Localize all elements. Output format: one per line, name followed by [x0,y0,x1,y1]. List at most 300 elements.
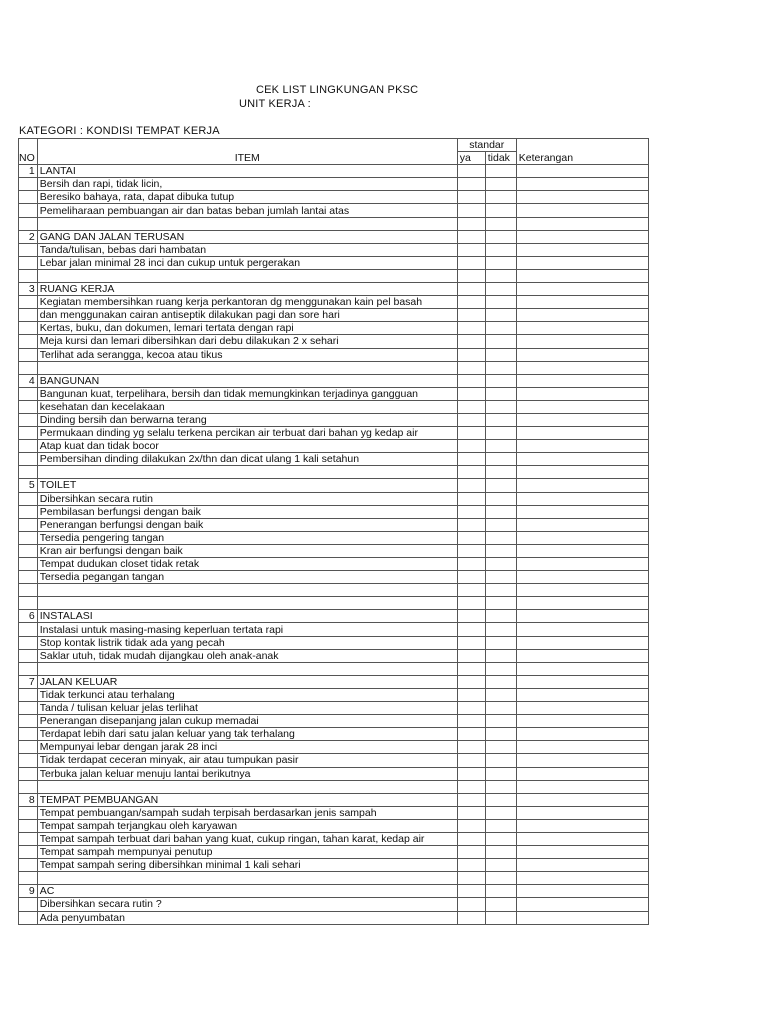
row-tidak-cell[interactable] [485,885,516,898]
row-ya-cell[interactable] [457,335,485,348]
row-ya-cell[interactable] [457,584,485,597]
table-row [19,544,649,557]
table-row [19,793,649,806]
row-ya-cell[interactable] [457,413,485,426]
row-keterangan-cell[interactable] [516,178,648,191]
row-tidak-cell[interactable] [485,623,516,636]
table-row [19,217,649,230]
row-item: Terdapat lebih dari satu jalan keluar yang tak terhalang [37,728,457,741]
row-number [19,636,38,649]
row-keterangan-cell[interactable] [516,335,648,348]
row-keterangan-cell[interactable] [516,872,648,885]
row-keterangan-cell[interactable] [516,518,648,531]
row-item: Instalasi untuk masing-masing keperluan tertata rapi [37,623,457,636]
row-item: Pemeliharaan pembuangan air dan batas beban jumlah lantai atas [37,204,457,217]
row-item: Tidak terkunci atau terhalang [37,688,457,701]
row-tidak-cell[interactable] [485,387,516,400]
row-keterangan-cell[interactable] [516,283,648,296]
table-row [19,479,649,492]
row-item: Lebar jalan minimal 28 inci dan cukup untuk pergerakan [37,256,457,269]
row-ya-cell[interactable] [457,597,485,610]
row-ya-cell[interactable] [457,558,485,571]
header-row-1 [19,139,649,152]
row-item: Pembilasan berfungsi dengan baik [37,505,457,518]
row-ya-cell[interactable] [457,400,485,413]
row-ya-cell[interactable] [457,715,485,728]
row-keterangan-cell[interactable] [516,649,648,662]
row-keterangan-cell[interactable] [516,348,648,361]
row-keterangan-cell[interactable] [516,558,648,571]
row-number [19,492,38,505]
row-keterangan-cell[interactable] [516,413,648,426]
row-ya-cell[interactable] [457,846,485,859]
row-keterangan-cell[interactable] [516,217,648,230]
row-item: Mempunyai lebar dengan jarak 28 inci [37,741,457,754]
table-row [19,767,649,780]
table-row [19,191,649,204]
table-row [19,636,649,649]
row-tidak-cell[interactable] [485,518,516,531]
row-ya-cell[interactable] [457,191,485,204]
table-row [19,741,649,754]
row-tidak-cell[interactable] [485,571,516,584]
row-tidak-cell[interactable] [485,479,516,492]
row-tidak-cell[interactable] [485,702,516,715]
row-keterangan-cell[interactable] [516,859,648,872]
row-ya-cell[interactable] [457,885,485,898]
row-keterangan-cell[interactable] [516,374,648,387]
row-tidak-cell[interactable] [485,243,516,256]
row-keterangan-cell[interactable] [516,767,648,780]
table-row [19,283,649,296]
row-number [19,440,38,453]
table-row [19,558,649,571]
row-keterangan-cell[interactable] [516,387,648,400]
row-keterangan-cell[interactable] [516,191,648,204]
row-item: JALAN KELUAR [37,675,457,688]
table-row [19,610,649,623]
row-keterangan-cell[interactable] [516,885,648,898]
row-tidak-cell[interactable] [485,374,516,387]
row-ya-cell[interactable] [457,466,485,479]
row-number [19,400,38,413]
row-tidak-cell[interactable] [485,269,516,282]
table-row [19,571,649,584]
row-ya-cell[interactable] [457,649,485,662]
row-item: Tempat sampah terjangkau oleh karyawan [37,819,457,832]
row-tidak-cell[interactable] [485,558,516,571]
row-number [19,597,38,610]
row-item: Terbuka jalan keluar menuju lantai berikutnya [37,767,457,780]
row-number [19,427,38,440]
row-number: 3 [19,283,38,296]
row-item: BANGUNAN [37,374,457,387]
row-tidak-cell[interactable] [485,322,516,335]
row-tidak-cell[interactable] [485,767,516,780]
row-ya-cell[interactable] [457,859,485,872]
header-ya: ya [457,152,485,165]
row-item: Bangunan kuat, terpelihara, bersih dan tidak memungkinkan terjadinya gangguan [37,387,457,400]
row-number [19,309,38,322]
header-no: NO [19,152,38,165]
row-ya-cell[interactable] [457,492,485,505]
row-number [19,872,38,885]
row-item: Pembersihan dinding dilakukan 2x/thn dan dicat ulang 1 kali setahun [37,453,457,466]
row-item [37,584,457,597]
row-keterangan-cell[interactable] [516,256,648,269]
row-keterangan-cell[interactable] [516,728,648,741]
row-item: Tempat sampah terbuat dari bahan yang kuat, cukup ringan, tahan karat, kedap air [37,832,457,845]
row-tidak-cell[interactable] [485,728,516,741]
row-item: Stop kontak listrik tidak ada yang pecah [37,636,457,649]
row-keterangan-cell[interactable] [516,662,648,675]
row-tidak-cell[interactable] [485,597,516,610]
row-number [19,335,38,348]
row-ya-cell[interactable] [457,610,485,623]
row-keterangan-cell[interactable] [516,806,648,819]
row-ya-cell[interactable] [457,702,485,715]
row-number [19,387,38,400]
row-tidak-cell[interactable] [485,898,516,911]
row-tidak-cell[interactable] [485,204,516,217]
row-keterangan-cell[interactable] [516,584,648,597]
row-keterangan-cell[interactable] [516,610,648,623]
row-number [19,413,38,426]
table-row [19,256,649,269]
row-ya-cell[interactable] [457,387,485,400]
row-item: Bersih dan rapi, tidak licin, [37,178,457,191]
row-keterangan-cell[interactable] [516,453,648,466]
row-ya-cell[interactable] [457,283,485,296]
row-tidak-cell[interactable] [485,649,516,662]
row-number [19,505,38,518]
row-keterangan-cell[interactable] [516,636,648,649]
row-item: Kran air berfungsi dengan baik [37,544,457,557]
header-row-2 [19,152,649,165]
row-tidak-cell[interactable] [485,675,516,688]
checklist-table [18,138,649,925]
row-keterangan-cell[interactable] [516,688,648,701]
row-tidak-cell[interactable] [485,492,516,505]
row-item: kesehatan dan kecelakaan [37,400,457,413]
row-tidak-cell[interactable] [485,846,516,859]
row-number [19,702,38,715]
row-tidak-cell[interactable] [485,296,516,309]
row-tidak-cell[interactable] [485,662,516,675]
row-tidak-cell[interactable] [485,793,516,806]
row-tidak-cell[interactable] [485,309,516,322]
row-keterangan-cell[interactable] [516,702,648,715]
row-keterangan-cell[interactable] [516,309,648,322]
table-row [19,715,649,728]
row-item: Dibersihkan secara rutin [37,492,457,505]
row-ya-cell[interactable] [457,767,485,780]
row-ya-cell[interactable] [457,243,485,256]
row-keterangan-cell[interactable] [516,427,648,440]
row-ya-cell[interactable] [457,427,485,440]
row-number [19,518,38,531]
row-item: Tidak terdapat ceceran minyak, air atau tumpukan pasir [37,754,457,767]
table-row [19,597,649,610]
row-number [19,361,38,374]
row-number [19,558,38,571]
row-keterangan-cell[interactable] [516,361,648,374]
table-row [19,885,649,898]
row-keterangan-cell[interactable] [516,322,648,335]
row-ya-cell[interactable] [457,806,485,819]
row-item: INSTALASI [37,610,457,623]
table-row [19,623,649,636]
row-keterangan-cell[interactable] [516,296,648,309]
table-row [19,832,649,845]
row-ya-cell[interactable] [457,296,485,309]
row-item: Meja kursi dan lemari dibersihkan dari debu dilakukan 2 x sehari [37,335,457,348]
row-item [37,662,457,675]
row-ya-cell[interactable] [457,165,485,178]
row-keterangan-cell[interactable] [516,505,648,518]
row-ya-cell[interactable] [457,204,485,217]
row-keterangan-cell[interactable] [516,898,648,911]
row-tidak-cell[interactable] [485,872,516,885]
row-tidak-cell[interactable] [485,413,516,426]
row-tidak-cell[interactable] [485,400,516,413]
row-keterangan-cell[interactable] [516,741,648,754]
table-row [19,335,649,348]
row-item: dan menggunakan cairan antiseptik dilakukan pagi dan sore hari [37,309,457,322]
row-ya-cell[interactable] [457,309,485,322]
table-row [19,204,649,217]
table-row [19,806,649,819]
table-row [19,387,649,400]
row-item: Permukaan dinding yg selalu terkena percikan air terbuat dari bahan yg kedap air [37,427,457,440]
row-ya-cell[interactable] [457,571,485,584]
row-ya-cell[interactable] [457,688,485,701]
row-keterangan-cell[interactable] [516,623,648,636]
row-item: Saklar utuh, tidak mudah dijangkau oleh anak-anak [37,649,457,662]
row-keterangan-cell[interactable] [516,793,648,806]
row-item: TOILET [37,479,457,492]
row-number [19,191,38,204]
row-tidak-cell[interactable] [485,531,516,544]
unit-kerja-label: UNIT KERJA : [239,98,311,110]
row-tidak-cell[interactable] [485,688,516,701]
row-ya-cell[interactable] [457,872,485,885]
row-tidak-cell[interactable] [485,217,516,230]
row-number [19,243,38,256]
table-row [19,296,649,309]
row-number: 7 [19,675,38,688]
row-ya-cell[interactable] [457,819,485,832]
row-item: Tersedia pengering tangan [37,531,457,544]
row-item: Beresiko bahaya, rata, dapat dibuka tutup [37,191,457,204]
row-tidak-cell[interactable] [485,715,516,728]
row-tidak-cell[interactable] [485,178,516,191]
row-tidak-cell[interactable] [485,859,516,872]
row-keterangan-cell[interactable] [516,165,648,178]
row-item [37,217,457,230]
row-ya-cell[interactable] [457,662,485,675]
header-item: ITEM [37,152,457,165]
row-ya-cell[interactable] [457,793,485,806]
row-tidak-cell[interactable] [485,584,516,597]
row-ya-cell[interactable] [457,636,485,649]
row-tidak-cell[interactable] [485,819,516,832]
row-keterangan-cell[interactable] [516,571,648,584]
row-ya-cell[interactable] [457,898,485,911]
row-keterangan-cell[interactable] [516,479,648,492]
row-tidak-cell[interactable] [485,427,516,440]
row-number [19,531,38,544]
row-tidak-cell[interactable] [485,754,516,767]
row-keterangan-cell[interactable] [516,780,648,793]
row-ya-cell[interactable] [457,754,485,767]
row-tidak-cell[interactable] [485,440,516,453]
row-number [19,269,38,282]
row-keterangan-cell[interactable] [516,597,648,610]
row-keterangan-cell[interactable] [516,230,648,243]
row-ya-cell[interactable] [457,479,485,492]
row-tidak-cell[interactable] [485,256,516,269]
row-tidak-cell[interactable] [485,911,516,924]
row-ya-cell[interactable] [457,374,485,387]
row-number [19,571,38,584]
row-keterangan-cell[interactable] [516,754,648,767]
row-ya-cell[interactable] [457,269,485,282]
table-row [19,413,649,426]
row-keterangan-cell[interactable] [516,819,648,832]
row-ya-cell[interactable] [457,623,485,636]
kategori-label: KATEGORI : KONDISI TEMPAT KERJA [19,125,220,137]
row-item: AC [37,885,457,898]
table-row [19,859,649,872]
table-row [19,440,649,453]
row-ya-cell[interactable] [457,453,485,466]
row-item: RUANG KERJA [37,283,457,296]
row-number [19,832,38,845]
row-keterangan-cell[interactable] [516,675,648,688]
table-row [19,754,649,767]
table-row [19,728,649,741]
row-ya-cell[interactable] [457,728,485,741]
row-tidak-cell[interactable] [485,165,516,178]
table-row [19,898,649,911]
row-tidak-cell[interactable] [485,505,516,518]
row-ya-cell[interactable] [457,348,485,361]
row-tidak-cell[interactable] [485,741,516,754]
row-tidak-cell[interactable] [485,806,516,819]
row-number [19,911,38,924]
row-number [19,256,38,269]
row-item: Tanda / tulisan keluar jelas terlihat [37,702,457,715]
row-ya-cell[interactable] [457,256,485,269]
table-row [19,348,649,361]
row-ya-cell[interactable] [457,780,485,793]
row-item: Kertas, buku, dan dokumen, lemari tertata dengan rapi [37,322,457,335]
row-tidak-cell[interactable] [485,832,516,845]
row-ya-cell[interactable] [457,832,485,845]
row-keterangan-cell[interactable] [516,269,648,282]
row-keterangan-cell[interactable] [516,204,648,217]
table-row [19,531,649,544]
row-keterangan-cell[interactable] [516,466,648,479]
row-number [19,859,38,872]
row-ya-cell[interactable] [457,178,485,191]
row-ya-cell[interactable] [457,518,485,531]
row-tidak-cell[interactable] [485,453,516,466]
row-item: Tempat pembuangan/sampah sudah terpisah berdasarkan jenis sampah [37,806,457,819]
table-row [19,230,649,243]
row-tidak-cell[interactable] [485,544,516,557]
row-ya-cell[interactable] [457,505,485,518]
row-ya-cell[interactable] [457,230,485,243]
row-tidak-cell[interactable] [485,283,516,296]
row-ya-cell[interactable] [457,911,485,924]
row-item [37,361,457,374]
header-keterangan: Keterangan [516,152,648,165]
row-number: 5 [19,479,38,492]
row-number [19,649,38,662]
row-tidak-cell[interactable] [485,636,516,649]
row-ya-cell[interactable] [457,217,485,230]
row-number [19,780,38,793]
row-tidak-cell[interactable] [485,610,516,623]
row-item: Tersedia pegangan tangan [37,571,457,584]
row-tidak-cell[interactable] [485,466,516,479]
row-ya-cell[interactable] [457,322,485,335]
row-tidak-cell[interactable] [485,348,516,361]
row-keterangan-cell[interactable] [516,531,648,544]
row-tidak-cell[interactable] [485,230,516,243]
table-row [19,361,649,374]
row-item: Kegiatan membersihkan ruang kerja perkantoran dg menggunakan kain pel basah [37,296,457,309]
row-keterangan-cell[interactable] [516,911,648,924]
row-keterangan-cell[interactable] [516,400,648,413]
row-ya-cell[interactable] [457,361,485,374]
header-keterangan-top [516,139,648,152]
row-keterangan-cell[interactable] [516,544,648,557]
table-row [19,243,649,256]
table-row [19,649,649,662]
row-item [37,269,457,282]
row-keterangan-cell[interactable] [516,832,648,845]
row-number [19,806,38,819]
document-title: CEK LIST LINGKUNGAN PKSC [256,84,419,96]
row-ya-cell[interactable] [457,741,485,754]
row-keterangan-cell[interactable] [516,846,648,859]
row-tidak-cell[interactable] [485,191,516,204]
row-item: Dibersihkan secara rutin ? [37,898,457,911]
row-number [19,623,38,636]
row-tidak-cell[interactable] [485,780,516,793]
row-ya-cell[interactable] [457,440,485,453]
row-number [19,348,38,361]
row-tidak-cell[interactable] [485,361,516,374]
row-number [19,819,38,832]
row-item: Dinding bersih dan berwarna terang [37,413,457,426]
row-keterangan-cell[interactable] [516,492,648,505]
row-keterangan-cell[interactable] [516,440,648,453]
row-keterangan-cell[interactable] [516,715,648,728]
table-row [19,427,649,440]
row-number [19,204,38,217]
row-ya-cell[interactable] [457,544,485,557]
row-number [19,296,38,309]
row-item: Terlihat ada serangga, kecoa atau tikus [37,348,457,361]
row-keterangan-cell[interactable] [516,243,648,256]
row-ya-cell[interactable] [457,675,485,688]
row-ya-cell[interactable] [457,531,485,544]
row-tidak-cell[interactable] [485,335,516,348]
